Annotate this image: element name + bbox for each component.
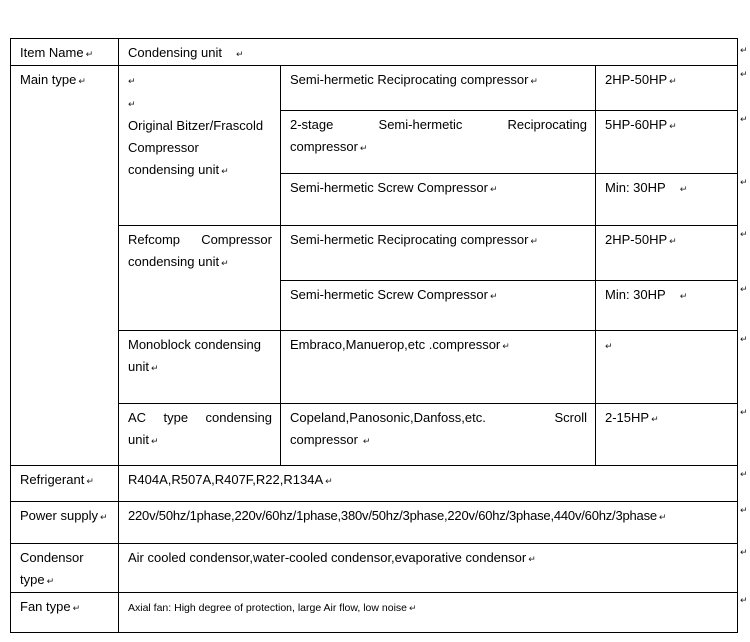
pilcrow-mark: ↵ — [359, 143, 368, 153]
hp-range-text: 5HP-60HP — [605, 117, 668, 132]
empty-paragraph — [128, 69, 272, 92]
desc-line — [290, 334, 587, 357]
group-name-line — [128, 251, 272, 274]
desc-text: Semi-hermetic Screw Compressor — [290, 287, 488, 302]
row-power-supply — [11, 502, 738, 544]
pilcrow-mark: ↵ — [669, 121, 677, 131]
pilcrow-mark: ↵ — [679, 184, 688, 194]
pilcrow-mark: ↵ — [100, 512, 108, 522]
row-end-mark: ↵ — [740, 177, 748, 187]
group-name-line — [128, 334, 272, 356]
hp-range-text: 2HP-50HP — [605, 72, 668, 87]
group-name-line — [128, 115, 272, 137]
pilcrow-mark: ↵ — [150, 363, 159, 373]
pilcrow-mark: ↵ — [86, 476, 94, 486]
pilcrow-mark: ↵ — [128, 76, 136, 86]
pilcrow-mark: ↵ — [325, 476, 333, 486]
hp-range-cell — [596, 281, 738, 331]
power-supply-label: Power supply — [20, 508, 99, 523]
pilcrow-mark: ↵ — [85, 49, 94, 59]
hp-range-cell — [596, 226, 738, 281]
condensor-type-label-cell — [11, 544, 119, 593]
hp-range-cell — [596, 111, 738, 174]
desc-text: Embraco,Manuerop,etc .compressor — [290, 337, 501, 352]
pilcrow-mark: ↵ — [651, 414, 659, 424]
desc-line — [290, 429, 587, 452]
hp-range-cell — [596, 66, 738, 111]
refrigerant-label-cell — [11, 466, 119, 502]
item-name-label: Item Name — [20, 45, 84, 60]
row-end-mark: ↵ — [740, 505, 748, 515]
pilcrow-mark: ↵ — [78, 76, 86, 86]
condensor-type-label: type — [20, 572, 45, 587]
group-name-line — [128, 229, 272, 251]
ac-group-cell — [119, 404, 281, 466]
condensor-label-line — [20, 569, 110, 592]
item-name-label-cell — [11, 39, 119, 66]
fan-type-value: Axial fan: High degree of protection, large Air flow, low noise — [128, 602, 407, 614]
monoblock-group-cell — [119, 331, 281, 404]
row-end-mark: ↵ — [740, 45, 748, 55]
row-condensor-type — [11, 544, 738, 593]
desc-text: 2-stage Semi-hermetic Reciprocating — [290, 117, 587, 132]
item-name-value: Condensing unit — [128, 45, 222, 60]
pilcrow-mark: ↵ — [669, 236, 677, 246]
refrigerant-value-cell — [119, 466, 738, 502]
row-end-mark: ↵ — [740, 595, 748, 605]
refcomp-group-cell — [119, 226, 281, 331]
hp-range-text: Min: 30HP — [605, 287, 666, 302]
row-end-mark: ↵ — [740, 334, 748, 344]
fan-type-label-cell — [11, 593, 119, 633]
row-refcomp-recip — [11, 226, 738, 281]
row-bitzer-recip — [11, 66, 738, 111]
compressor-desc-cell — [281, 174, 596, 226]
pilcrow-mark: ↵ — [72, 603, 81, 613]
row-ac-type — [11, 404, 738, 466]
pilcrow-mark: ↵ — [221, 166, 229, 176]
group-name-line — [128, 137, 272, 159]
row-end-mark: ↵ — [740, 547, 748, 557]
pilcrow-mark: ↵ — [530, 76, 538, 86]
row-refrigerant — [11, 466, 738, 502]
compressor-desc-cell — [281, 111, 596, 174]
hp-range-cell — [596, 331, 738, 404]
group-name-text: condensing unit — [128, 254, 220, 269]
row-end-mark: ↵ — [740, 69, 748, 79]
row-monoblock — [11, 331, 738, 404]
condensor-type-value: Air cooled condensor,water-cooled condensor,evaporative condensor — [128, 550, 527, 565]
compressor-desc-cell — [281, 281, 596, 331]
pilcrow-mark: ↵ — [528, 554, 536, 564]
main-type-label: Main type — [20, 72, 77, 87]
condensor-type-value-cell — [119, 544, 738, 593]
pilcrow-mark: ↵ — [669, 76, 677, 86]
power-supply-value-cell — [119, 502, 738, 544]
compressor-desc-cell — [281, 404, 596, 466]
desc-line — [290, 177, 587, 200]
pilcrow-mark: ↵ — [150, 436, 159, 446]
condensor-type-label: Condensor — [20, 550, 84, 565]
pilcrow-mark: ↵ — [46, 576, 55, 586]
pilcrow-mark: ↵ — [530, 236, 538, 246]
desc-text: compressor — [290, 432, 358, 447]
pilcrow-mark: ↵ — [489, 291, 498, 301]
group-name-line — [128, 356, 272, 379]
pilcrow-mark: ↵ — [235, 49, 244, 59]
desc-line — [290, 114, 587, 136]
row-end-mark: ↵ — [740, 407, 748, 417]
compressor-desc-cell — [281, 66, 596, 111]
group-name-text: Compressor — [128, 140, 199, 155]
group-name-text: Original Bitzer/Frascold — [128, 118, 264, 133]
desc-text: Semi-hermetic Reciprocating compressor — [290, 72, 529, 87]
row-end-mark: ↵ — [740, 229, 748, 239]
pilcrow-mark: ↵ — [128, 99, 136, 109]
group-name-text: AC type condensing — [128, 410, 272, 425]
pilcrow-mark: ↵ — [679, 291, 688, 301]
row-end-mark: ↵ — [740, 469, 748, 479]
condensing-unit-spec-table — [10, 38, 738, 633]
pilcrow-mark: ↵ — [489, 184, 498, 194]
empty-paragraph — [128, 92, 272, 115]
bitzer-group-cell — [119, 66, 281, 226]
refrigerant-label: Refrigerant — [20, 472, 85, 487]
group-name-text: unit — [128, 432, 149, 447]
desc-text: Semi-hermetic Reciprocating compressor — [290, 232, 529, 247]
refrigerant-value: R404A,R507A,R407F,R22,R134A — [128, 472, 324, 487]
pilcrow-mark: ↵ — [221, 258, 229, 268]
power-supply-value: 220v/50hz/1phase,220v/60hz/1phase,380v/50hz/3phase,220v/60hz/3phase,440v/60hz/3phase — [128, 508, 657, 523]
group-name-text: Refcomp Compressor — [128, 232, 272, 247]
power-supply-label-cell — [11, 502, 119, 544]
pilcrow-mark: ↵ — [605, 341, 613, 351]
item-name-value-cell — [119, 39, 738, 66]
hp-range-text: Min: 30HP — [605, 180, 666, 195]
group-name-text: condensing unit — [128, 162, 220, 177]
pilcrow-mark: ↵ — [658, 512, 667, 522]
pilcrow-mark: ↵ — [502, 341, 510, 351]
row-fan-type — [11, 593, 738, 633]
group-name-text: Monoblock condensing — [128, 337, 261, 352]
desc-text: Copeland,Panosonic,Danfoss,etc. Scroll — [290, 410, 587, 425]
desc-line — [290, 136, 587, 159]
compressor-desc-cell — [281, 331, 596, 404]
row-end-mark: ↵ — [740, 284, 748, 294]
hp-range-text: 2HP-50HP — [605, 232, 668, 247]
desc-line — [290, 229, 587, 252]
main-type-label-cell — [11, 66, 119, 466]
desc-line — [290, 69, 587, 92]
group-name-line — [128, 407, 272, 429]
row-item-name — [11, 39, 738, 66]
hp-range-text: 2-15HP — [605, 410, 650, 425]
hp-range-cell — [596, 174, 738, 226]
pilcrow-mark: ↵ — [409, 603, 417, 613]
desc-text: compressor — [290, 139, 358, 154]
desc-text: Semi-hermetic Screw Compressor — [290, 180, 488, 195]
fan-type-value-cell — [119, 593, 738, 633]
group-name-text: unit — [128, 359, 149, 374]
compressor-desc-cell — [281, 226, 596, 281]
hp-range-cell — [596, 404, 738, 466]
desc-line — [290, 284, 587, 307]
condensor-label-line — [20, 547, 110, 569]
group-name-line — [128, 429, 272, 452]
row-end-mark: ↵ — [740, 114, 748, 124]
fan-type-label: Fan type — [20, 599, 71, 614]
pilcrow-mark: ↵ — [362, 436, 371, 446]
spec-table-wrapper — [10, 38, 748, 633]
desc-line — [290, 407, 587, 429]
group-name-line — [128, 159, 272, 182]
